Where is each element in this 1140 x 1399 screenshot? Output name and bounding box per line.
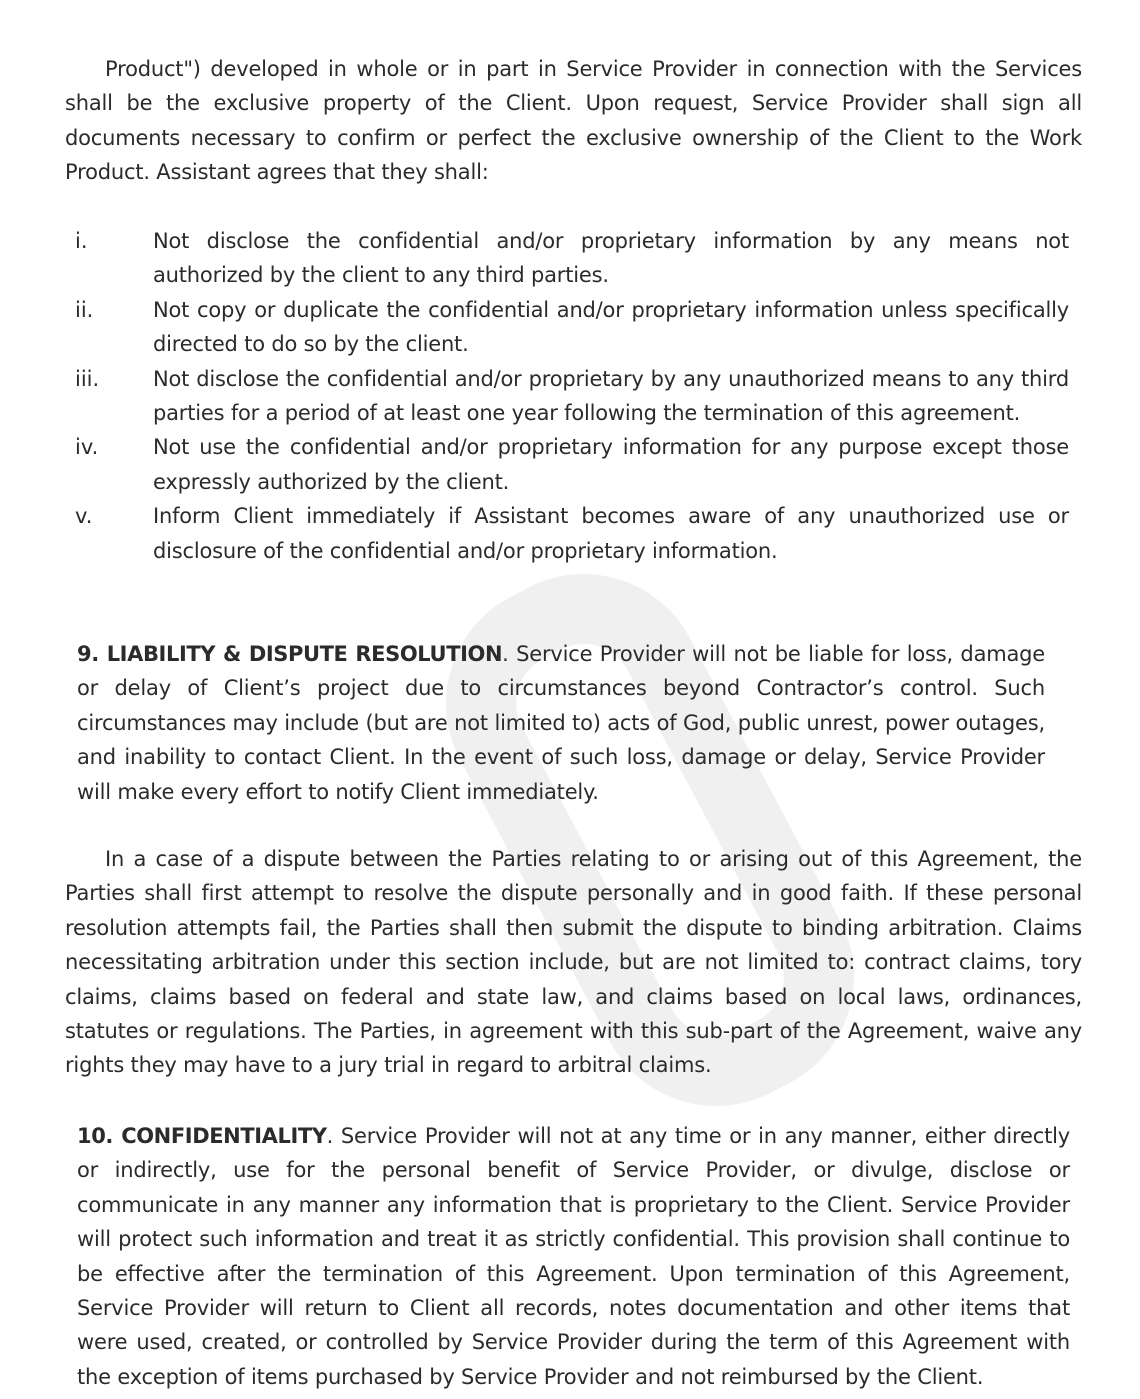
- section-liability: [77, 637, 1045, 809]
- list-item: [0, 362, 1140, 431]
- list-item-text: Inform Client immediately if Assistant becomes aware of any unauthorized use or disclosure of the confidential and/or proprietary information.: [153, 504, 1069, 563]
- list-item: [0, 499, 1140, 568]
- list-item-text: Not use the confidential and/or proprietary information for any purpose except those expressly authorized by the client.: [153, 435, 1069, 494]
- dispute-paragraph: In a case of a dispute between the Parties relating to or arising out of this Agreement, the Parties shall first attempt to resolve the dispute personally and in good faith. If these personal resolution attempts fail, the Parties shall then submit the dispute to binding arbitration. Claims necessitating arbitration under this section include, but are not limited to: contract claims, tory claims, claims based on federal and state law, and claims based on local laws, ordinances, statutes or regulations. The Parties, in agreement with this sub-part of the Agreement, waive any rights they may have to a jury trial in regard to arbitral claims.: [65, 847, 1082, 1078]
- intro-paragraph: Product") developed in whole or in part in Service Provider in connection with the Services shall be the exclusive property of the Client. Upon request, Service Provider shall sign all documents necessary to confirm or perfect the exclusive ownership of the Client to the Work Product. Assistant agrees that they shall:: [65, 57, 1082, 185]
- section-body: . Service Provider will not at any time or in any manner, either directly or indirectly, use for the personal benefit of Service Provider, or divulge, disclose or communicate in any manner any information that is proprietary to the Client. Service Provider will protect such information and treat it as strictly confidential. This provision shall continue to be effective after the termination of this Agreement. Upon termination of this Agreement, Service Provider will return to Client all records, notes documentation and other items that were used, created, or controlled by Service Provider during the term of this Agreement with the exception of items purchased by Service Provider and not reimbursed by the Client.: [77, 1124, 1070, 1389]
- list-item-numeral: iii.: [75, 366, 100, 391]
- section-heading: 10. CONFIDENTIALITY: [77, 1124, 327, 1148]
- obligations-list: [0, 224, 1140, 568]
- list-item-text: Not disclose the confidential and/or proprietary information by any means not authorized by the client to any third parties.: [153, 229, 1069, 288]
- list-item-numeral: i.: [75, 229, 88, 253]
- section-heading: 9. LIABILITY & DISPUTE RESOLUTION: [77, 642, 503, 666]
- section-body: . Service Provider will not be liable for loss, damage or delay of Client’s project due to circumstances beyond Contractor’s control. Such circumstances may include (but are not limited to) acts of God, public unrest, power outages, and inability to contact Client. In the event of such loss, damage or delay, Service Provider will make every effort to notify Client immediately.: [77, 642, 1046, 804]
- section-confidentiality: [77, 1119, 1070, 1394]
- list-item: [0, 224, 1140, 293]
- list-item-numeral: ii.: [75, 297, 94, 322]
- list-item: [0, 293, 1140, 362]
- list-item-numeral: iv.: [75, 435, 99, 460]
- list-item-numeral: v.: [75, 504, 93, 529]
- list-item-text: Not copy or duplicate the confidential and/or proprietary information unless specifically directed to do so by the client.: [153, 297, 1069, 357]
- list-item-text: Not disclose the confidential and/or proprietary by any unauthorized means to any third parties for a period of at least one year following the termination of this agreement.: [153, 366, 1069, 426]
- list-item: [0, 430, 1140, 499]
